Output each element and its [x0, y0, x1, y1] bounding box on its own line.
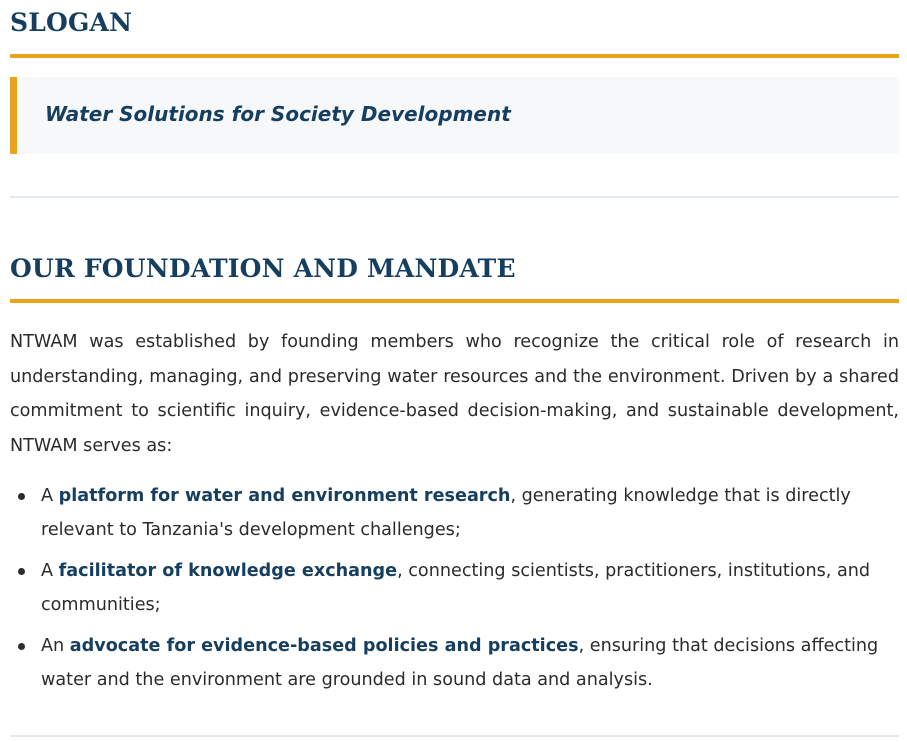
item-highlight: advocate for evidence-based policies and practices — [69, 636, 579, 656]
heading-underline — [10, 54, 899, 58]
foundation-intro-paragraph: NTWAM was established by founding members who recognize the critical role of research in understanding, managing, and preserving water resources and the environment. Driven by a shared commitment to scientific inquiry, evidence-based decision-making, and sustainable development, NTWAM serves as: — [10, 332, 899, 456]
item-highlight: platform for water and environment research — [58, 486, 511, 506]
item-prefix: A — [41, 561, 59, 581]
heading-underline — [10, 299, 899, 303]
mandate-item-knowledge-exchange — [10, 554, 899, 622]
item-text: , connecting scientists, practitioners, institutions, and communities; — [41, 561, 871, 615]
mandate-item-policy-advocate — [10, 629, 899, 697]
mandate-item-research-platform — [10, 479, 899, 547]
item-prefix: An — [41, 636, 70, 656]
foundation-heading: OUR FOUNDATION AND MANDATE — [10, 254, 516, 283]
slogan-heading: SLOGAN — [10, 8, 133, 37]
mandate-list — [10, 479, 899, 704]
item-text: , generating knowledge that is directly relevant to Tanzania's development challenges; — [41, 486, 851, 540]
item-highlight: facilitator of knowledge exchange — [58, 561, 398, 581]
bullet-dot-icon — [18, 568, 25, 575]
slogan-callout — [10, 77, 899, 154]
section-divider — [10, 196, 899, 198]
item-prefix: A — [41, 486, 59, 506]
slogan-text: Water Solutions for Society Development — [45, 102, 511, 126]
bullet-dot-icon — [18, 493, 25, 500]
item-text: , ensuring that decisions affecting water and the environment are grounded in sound data and analysis. — [41, 636, 879, 690]
section-divider — [10, 735, 899, 737]
bullet-dot-icon — [18, 643, 25, 650]
